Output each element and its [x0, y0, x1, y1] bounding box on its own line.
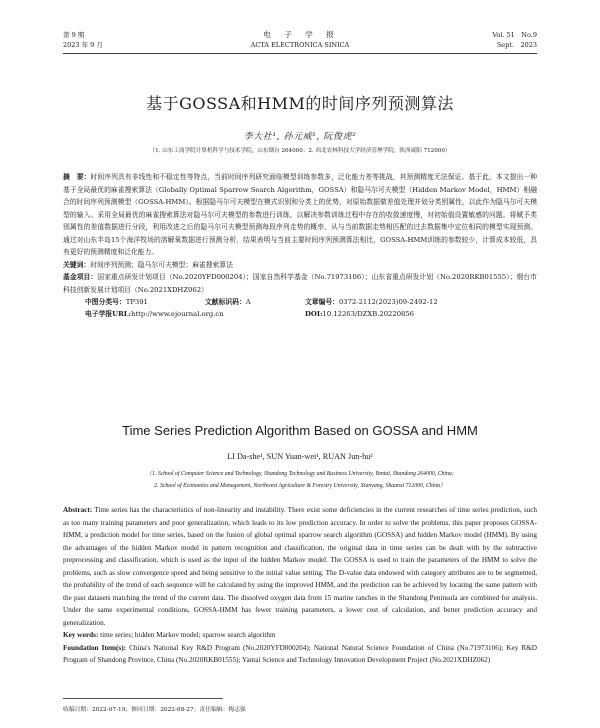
abstract-cn	[63, 171, 537, 259]
fund-en-label: Foundation Item(s):	[63, 643, 127, 652]
volume-date: Sept. 2023	[496, 41, 537, 49]
affiliation-en-2: 2. School of Economics and Management, Northwest Agriculture & Forestry University, Xianyang, Shaanxi 712000, China）	[154, 483, 446, 489]
footer-divider	[63, 698, 223, 699]
keywords-en	[63, 629, 537, 642]
doc-code-value: A	[245, 298, 251, 306]
abstract-en-text: Time series has the characteristics of non-linearity and instability. There exist some deficiencies in the current researches of time series prediction, such as too many training parameters and poor generalization, which leads to its low prediction accuracy. In order to solve the problems, this paper proposes GOSSA-HMM, a prediction model for time series, based on the fusion of global optimal sparrow search algorithm (GOSSA) and hidden Markov model (HMM). By using the advantages of the hidden Markov model in pattern recognition and classification, the original data in time series can be dealt with by the subtractive preprocessing and classification, which is used as the input of the hidden Markov model. The GOSSA is used to train the parameters of the HMM to solve the problems, such as slow convergence speed and being sensitive to the initial value setting. The D-value data endowed with category attributes are to be segmented, the probability of the trend of each sequence will be calculated by using the improved HMM, and the prediction can be achieved by locating the same pattern with the past datasets matching the trend of the current data. The dissolved oxygen data from 15 marine ranches in the Shandong Peninsula are combined for analysis. Under the same experimental conditions, GOSSA-HMM has fewer training parameters, a lower cost of calculation, and better prediction accuracy and generalization.	[63, 506, 537, 627]
doi-label: DOI:	[305, 310, 323, 318]
abstract-en-label: Abstract:	[63, 506, 93, 514]
url-field	[85, 308, 305, 320]
keywords-cn	[63, 259, 537, 272]
doc-code-label: 文献标识码：	[205, 298, 246, 306]
abstract-en-block	[63, 504, 537, 667]
affiliation-en-1: （1. School of Computer Science and Technology, Shandong Technology and Business University, Yantai, Shandong 264000, China;	[146, 471, 454, 477]
keywords-cn-text: 时间序列预测；隐马尔可夫模型；麻雀搜索算法	[90, 260, 233, 269]
fund-cn-text: 国家重点研发计划项目（No.2020YFD000204）；国家自然科学基金（No.71973106）；山东省重点研发计划（No.2020RKB01555）；烟台市科技创新发展计划项目（No.2021XDHZ062）	[63, 273, 537, 294]
authors-cn: 李大社¹, 孙元威¹, 阮俊虎²	[243, 132, 357, 142]
fund-cn-label: 基金项目：	[63, 273, 98, 281]
url-link[interactable]: http://www.ejournal.org.cn	[131, 310, 224, 318]
issue-date: 2023 年 9 月	[63, 41, 103, 49]
abstract-cn-text: 时间序列具有非线性和不稳定性等特点，当前时间序列研究面临模型训练参数多，泛化能力差等挑战，其预测精度无法保证。基于此，本文提出一种基于全局最优的麻雀搜索算法（Globally Optimal Sparrow Search Algorithm，GOSSA）和隐马尔可夫模型（Hidden Markov Model，HMM）相融合的时间序列预测模型（GOSSA-HMM）。根据隐马尔可夫模型在模式识别和分类上的优势，对原始数据做差值处理并划分类别属性，以此作为隐马尔可夫模型的输入。采用全局最优的麻雀搜索算法对隐马尔可夫模型的参数进行训练，以解决参数训练过程中存在的收敛速度慢，对初始值设置敏感的问题。将赋予类别属性的差值数据进行分段，利用改进之后的隐马尔可夫模型预测每段序列走势的概率，从与当前数据走势相匹配的过去数据集中定位相同的模型实现预测。通过对山东半岛15个海洋牧场的溶解氧数据进行预测分析，结果表明与当前主要时间序列预测算法相比，GOSSA-HMM训练的参数较少，计算成本较低，具有更好的预测精度和泛化能力。	[63, 173, 537, 256]
article-links	[63, 308, 537, 320]
article-no-field	[305, 296, 537, 308]
doi-field	[305, 308, 537, 320]
journal-name-cn: 电 子 学 报	[263, 30, 337, 39]
abstract-en	[63, 504, 537, 629]
article-no-label: 文章编号：	[305, 298, 339, 306]
keywords-cn-label: 关键词：	[63, 260, 91, 269]
issue-number: 第 9 期	[63, 31, 85, 39]
clc-field	[85, 296, 205, 308]
keywords-en-text: time series; hidden Markov model; sparrow search algorithm	[100, 631, 276, 639]
url-label: 电子学报URL:	[85, 310, 132, 318]
article-meta	[63, 296, 537, 308]
affiliations-cn: （1. 山东工商学院计算机科学与技术学院，山东烟台 264000；2. 西北农林科技大学经济管理学院，陕西咸阳 712000）	[149, 148, 451, 154]
doc-code-field	[205, 296, 305, 308]
abstract-cn-block	[63, 171, 537, 320]
fund-cn	[63, 271, 537, 296]
article-no-value: 0372-2112(2023)09-2492-12	[338, 298, 438, 306]
clc-value: TP391	[125, 298, 148, 306]
abstract-cn-label: 摘 要：	[63, 173, 91, 181]
header-right	[492, 30, 537, 50]
fund-en	[63, 642, 537, 667]
paper-title-cn: 基于GOSSA和HMM的时间序列预测算法	[146, 94, 454, 113]
clc-label: 中图分类号：	[85, 298, 126, 306]
keywords-en-label: Key words:	[63, 631, 99, 639]
authors-en: LI Da-she¹, SUN Yuan-wei¹, RUAN Jun-hu²	[227, 452, 373, 461]
fund-en-text: China's National Key R&D Program (No.2020YFD000204); National Natural Science Foundation of China (No.71973106); Key R&D Program of Shandong Province, China (No.2020RKB01555); Yantai Science and Technology Innovation Development Project (No.2021XDHZ062)	[63, 643, 537, 664]
paper-title-en: Time Series Prediction Algorithm Based on GOSSA and HMM	[122, 423, 478, 438]
received-dates: 收稿日期：2022-07-19；修回日期：2022-08-27；责任编辑：梅志强	[63, 707, 246, 713]
doi-link[interactable]: 10.12263/DZXB.20220856	[322, 310, 414, 318]
journal-name-en: ACTA ELECTRONICA SINICA	[250, 41, 350, 49]
header-divider	[63, 53, 537, 54]
affiliations-en	[63, 468, 537, 492]
volume-number: Vol. 51 No.9	[492, 31, 537, 39]
